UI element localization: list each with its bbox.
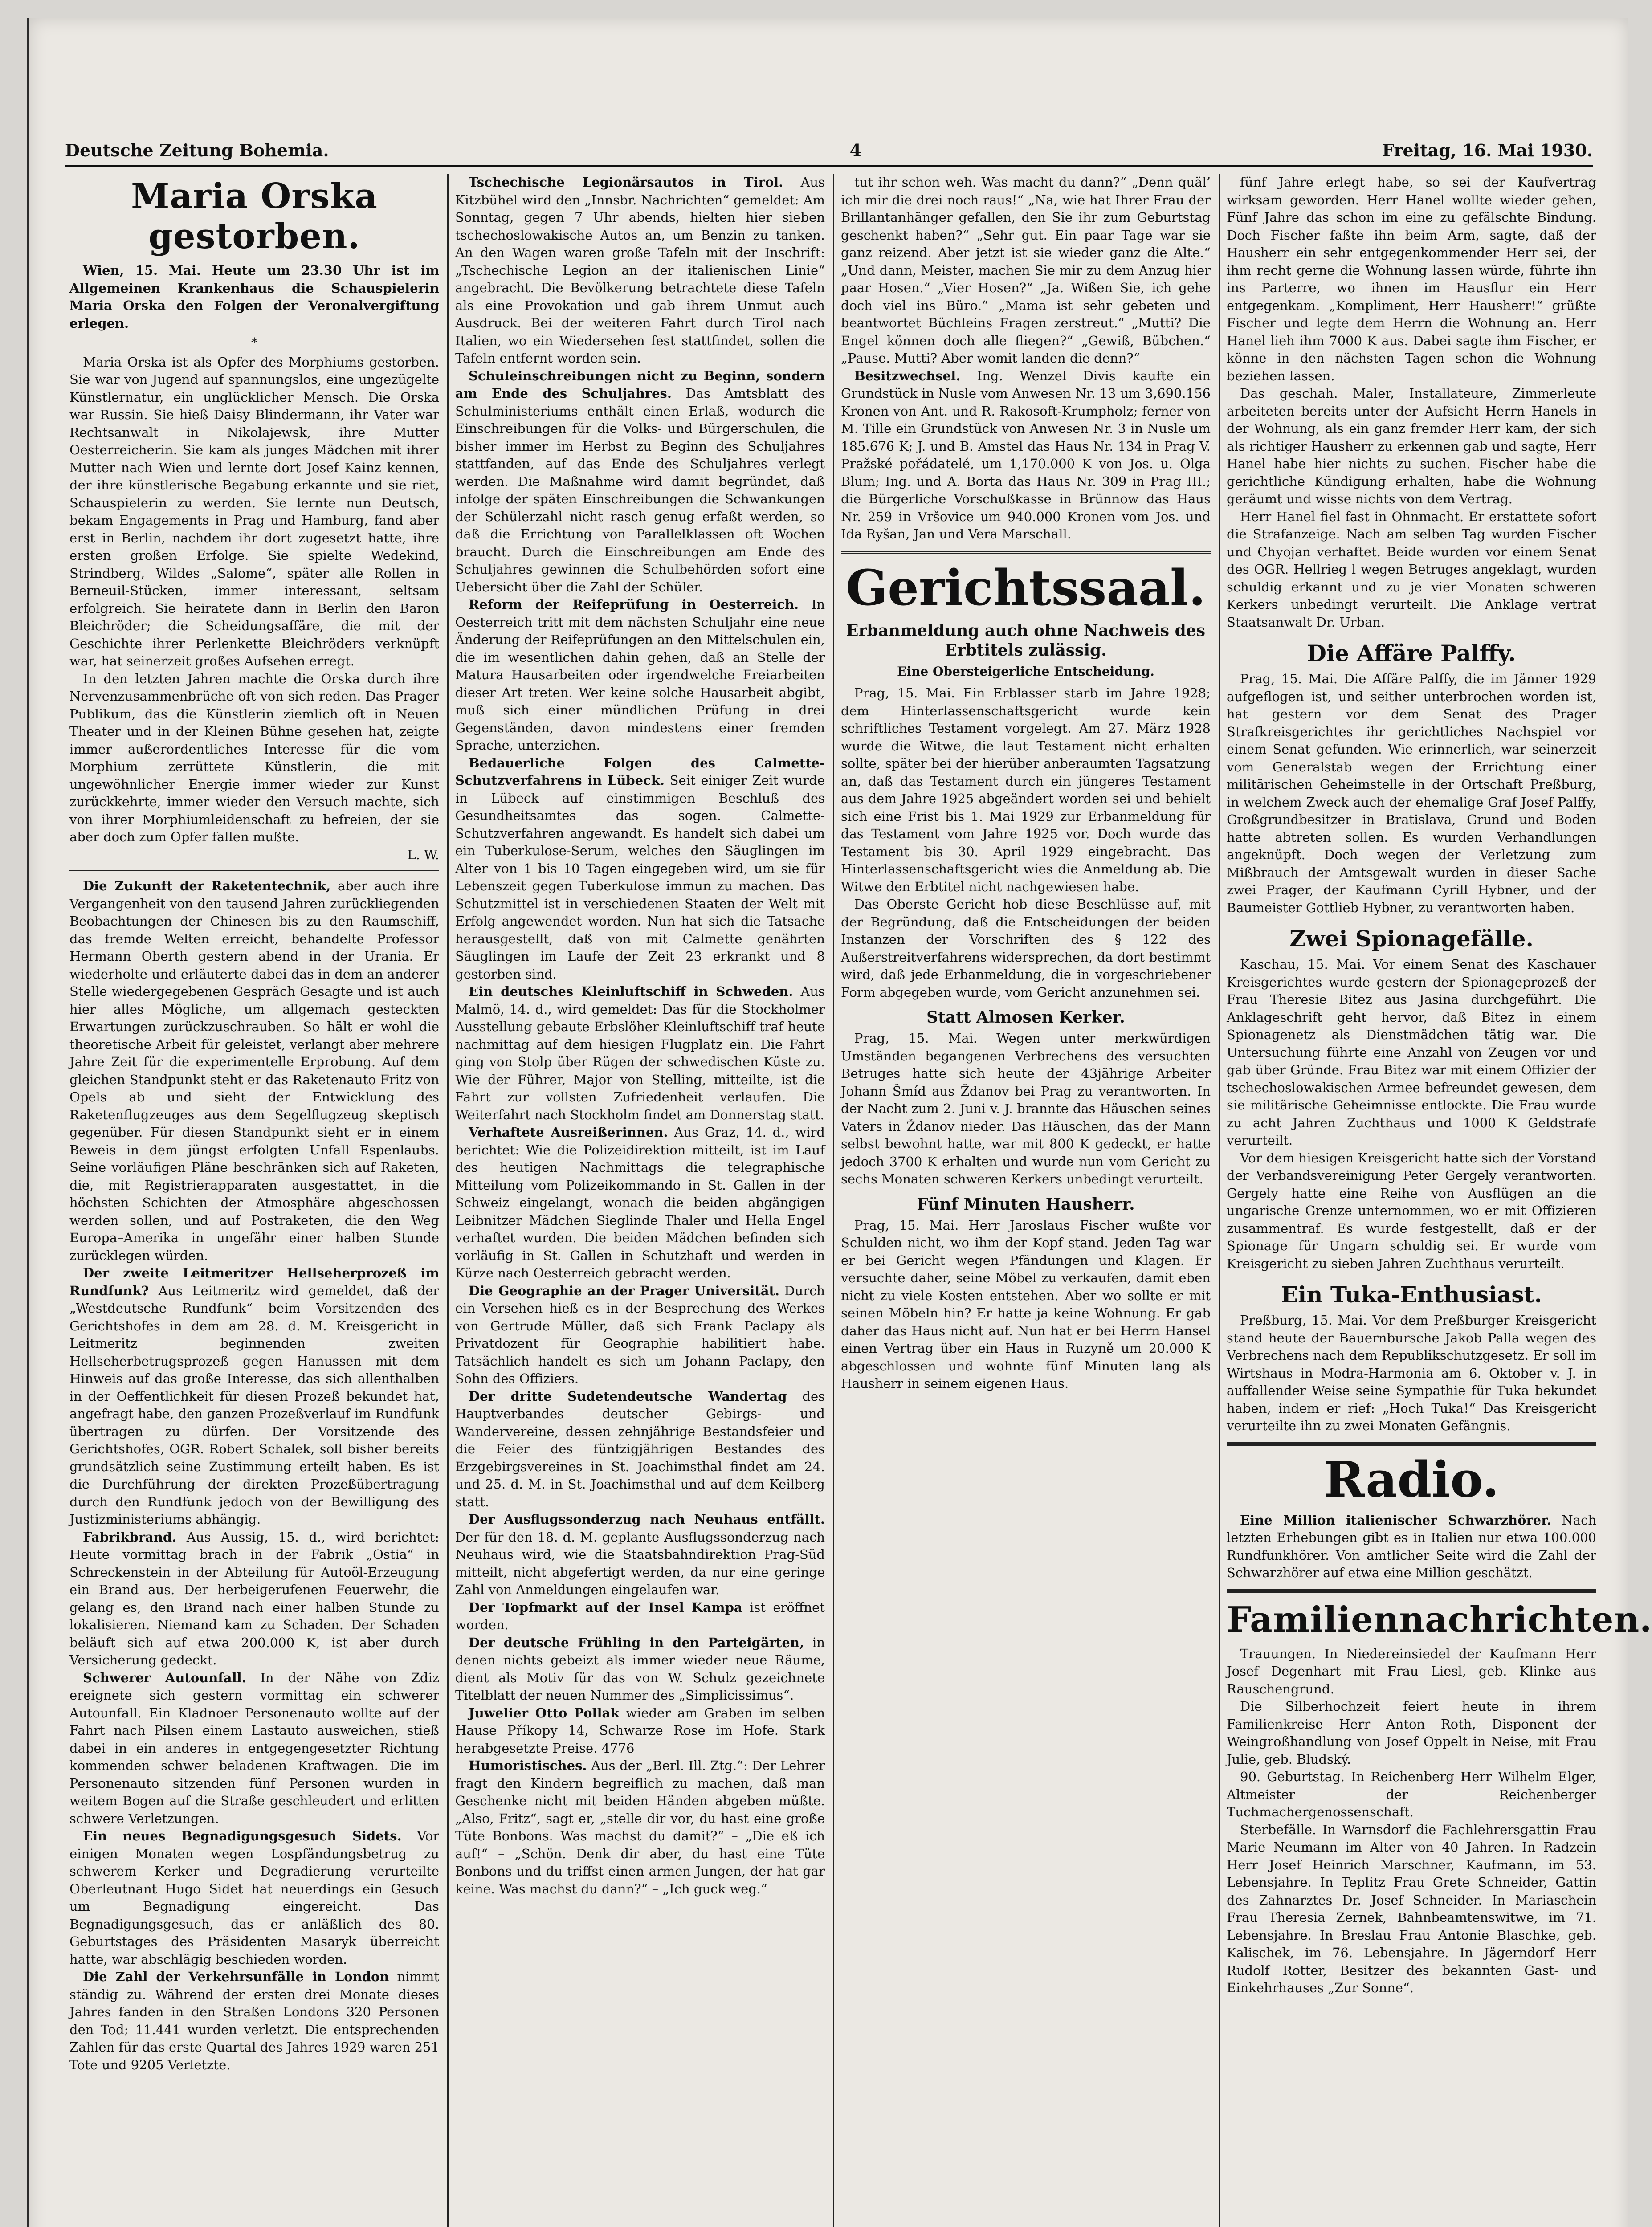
humor-body: Aus der „Berl. Ill. Ztg.“: Der Lehrer fragt den Kindern begreiflich zu machen, daß man Geschenke nicht mit beiden Händen abgeben müßte. „Also, Fritz“, sagt er, „stelle dir vor, du hast eine große Tüte Bonbons. Was machst du damit?“ – „Die eß ich auf!“ – „Schön. Denk dir aber, du hast eine Tüte Bonbons und du triffst einen armen Jungen, der hat gar keine. Was machst du dann?“ – „Ich guck weg.“ bbox=[455, 1758, 825, 1897]
divider-double bbox=[1227, 1589, 1596, 1593]
separator-stars: * bbox=[251, 335, 258, 350]
column-4 bbox=[1227, 174, 1652, 2227]
silberhochzeit: Die Silberhochzeit feiert heute in ihrem Familienkreise Herr Anton Roth, Disponent der Weingroßhandlung von Josef Oppelt in Neise, mit Frau Julie, geb. Bludský. bbox=[1227, 1699, 1596, 1767]
leitmeritz-body: Aus Leitmeritz wird gemeldet, daß der „Westdeutsche Rundfunk“ beim Vorsitzenden des Gerichtshofes in dem am 28. d. M. Kreisgericht in Leitmeritz beginnenden zweiten Hellseherbetrugsprozeß gegen Hanussen mit dem Hinweis auf das große Interesse, das sich allenthalben in der Oeffentlichkeit für diesen Prozeß bekundet hat, angefragt habe, den ganzen Prozeßverlauf im Rundfunk übertragen zu dürfen. Der Vorsitzende des Gerichtshofes, OGR. Robert Schalek, soll bisher bereits grundsätzlich seine Zustimmung erteilt haben. Es ist die Durchführung der direkten Prozeßübertragung durch den Rundfunk jedoch von der Bewilligung des Justizministeriums abhängig. bbox=[69, 1283, 440, 1527]
column-1 bbox=[69, 174, 439, 2227]
divider-double bbox=[841, 551, 1211, 554]
divider-double bbox=[1227, 1442, 1596, 1446]
fabrik-body: Aus Aussig, 15. d., wird berichtet: Heute vormittag brach in der Fabrik „Ostia“ in Schreckenstein in der Abteilung für Autoöl-Erzeugung ein Brand aus. Der herbeigerufenen Feuerwehr, die gelang es, den Brand nach einer halben Stunde zu lokalisieren. Niemand kam zu Schaden. Der Schaden beläuft sich auf etwa 200.000 K, ist aber durch Versicherung gedeckt. bbox=[69, 1529, 440, 1668]
fruehling-title: Der deutsche Frühling in den Parteigärten, bbox=[469, 1635, 804, 1650]
ausreisser-title: Verhaftete Ausreißerinnen. bbox=[469, 1125, 668, 1140]
neuhaus-title: Der Ausflugssonderzug nach Neuhaus entfällt. bbox=[469, 1512, 825, 1527]
topfmarkt-title: Der Topfmarkt auf der Insel Kampa bbox=[469, 1599, 742, 1615]
intro-body2: Das geschah. Maler, Installateure, Zimmerleute arbeiteten bereits unter der Aufsicht Herrn Hanels in der Wohnung, als ein ganz fremder Herr kam, der sich als richtiger Hausherr zu erkennen gab und sagte, Herr Hanel habe hier nichts zu suchen. Fischer habe die gerichtliche Kündigung erhalten, habe die Wohnung geräumt und wisse nichts von dem Vertrag. bbox=[1227, 386, 1596, 506]
kerker-title: Statt Almosen Kerker. bbox=[926, 1008, 1125, 1027]
tuka-body: Preßburg, 15. Mai. Vor dem Preßburger Kreisgericht stand heute der Bauernbursche Jakob Palla wegen des Verbrechens nach dem Republikschutzgesetz. Er soll im Wirtshaus in Modra-Harmonia am 6. Oktober v. J. in auffallender Weise seine Sympathie für Tuka bekundet haben, indem er rief: „Hoch Tuka!“ Das Kreisgericht verurteilte ihn zu zwei Monaten Gefängnis. bbox=[1227, 1313, 1596, 1433]
tirol-body: Aus Kitzbühel wird den „Innsbr. Nachrichten“ gemeldet: Am Sonntag, gegen 7 Uhr abends, hielten hier sieben tschechoslowakische Autos an, um Benzin zu tanken. An den Wagen waren große Tafeln mit der Inschrift: „Tschechische Legion an der italienischen Linie“ angebracht. Die Bevölkerung betrachtete diese Tafeln als eine Provokation und gab ihrem Unmut auch Ausdruck. Bei der weiteren Fahrt durch Tirol nach Italien, wo ein Wiedersehen fest stattfindet, sollen die Tafeln entfernt worden sein. bbox=[455, 175, 825, 366]
intro-body3: Herr Hanel fiel fast in Ohnmacht. Er erstattete sofort die Strafanzeige. Nach am selben Tag wurden Fischer und Chyojan verhaftet. Beide wurden vor einem Senat des OGR. Hellrieg l wegen Betruges angeklagt, wurden schuldig erkannt und zu je vier Monaten schweren Kerkers unbedingt verurteilt. Die Anklage vertrat Staatsanwalt Dr. Urban. bbox=[1227, 509, 1596, 630]
gerichtssaal-heading: Gerichtssaal. bbox=[846, 559, 1206, 616]
pollak-body: wieder am Graben im selben Hause Příkopy 14, Schwarze Rose im Hofe. Stark herabgesetzte Preise. bbox=[455, 1705, 825, 1756]
geburtstag: 90. Geburtstag. In Reichenberg Herr Wilhelm Elger, Altmeister der Reichenberger Tuchmachergenossenschaft. bbox=[1227, 1769, 1596, 1819]
topfmarkt-body: ist eröffnet worden. bbox=[455, 1599, 825, 1632]
tirol-title: Tschechische Legionärsautos in Tirol. bbox=[469, 175, 783, 190]
geographie-title: Die Geographie an der Prager Universität. bbox=[469, 1283, 779, 1298]
fruehling-body: in denen nichts gebeizt als immer wieder neue Räume, dient als Motiv für das von W. Schulz gezeichnete Titelblatt der neuen Nummer des „Simplicissimus“. bbox=[455, 1635, 825, 1703]
schweden-body: Aus Malmö, 14. d., wird gemeldet: Das für die Stockholmer Ausstellung gebaute Erbslöher Kleinluftschiff traf heute nachmittag auf dem hiesigen Flugplatz ein. Die Fahrt ging von Stolp über Rügen der schwedischen Küste zu. Wie der Führer, Major von Stelling, mitteilte, ist die Fahrt zur vollsten Zufriedenheit verlaufen. Die Weiterfahrt nach Stockholm findet am Donnerstag statt. bbox=[455, 984, 825, 1122]
reife-title: Reform der Reifeprüfung in Oesterreich. bbox=[469, 597, 799, 612]
raketen-title: Die Zukunft der Raketentechnik, bbox=[83, 878, 331, 893]
auto-title: Schwerer Autounfall. bbox=[83, 1670, 246, 1685]
humor-title: Humoristisches. bbox=[469, 1758, 587, 1773]
palffy-title: Die Affäre Palffy. bbox=[1307, 640, 1516, 666]
orska-lead: Wien, 15. Mai. Heute um 23.30 Uhr ist im Allgemeinen Krankenhaus die Schauspielerin Maria Orska den Folgen der Veronalvergiftung erlegen. bbox=[69, 263, 439, 331]
besitz-body: Ing. Wenzel Divis kaufte ein Grundstück in Nusle vom Anwesen Nr. 13 um 3,690.156 Kronen von Ant. und R. Rakosoft-Krumpholz; ferner von M. Tille ein Grundstück von Anwesen Nr. 3 in Nusle um 185.676 K; J. und B. Amstel das Haus Nr. 134 in Prag V. Pražské pořádatelé, um 1,170.000 K von Jos. u. Olga Blum; Ing. und A. Borta das Haus Nr. 309 in Prag III.; die Bürgerliche Vorschußkasse in Brünnow das Haus Nr. 259 in Vršovice um 940.000 Kronen vom Jos. und Ida Ryšan, Jan und Vera Marschall. bbox=[841, 368, 1211, 542]
orska-body: Maria Orska ist als Opfer des Morphiums gestorben. Sie war von Jugend auf spannungslos, eine ungezügelte Künstlernatur, ein unglücklicher Mensch. Die Orska war Russin. Sie hieß Daisy Blindermann, ihr Vater war Rechtsanwalt in Nikolajewsk, ihre Mutter Oesterreicherin. Sie kam als junges Mädchen mit ihrer Mutter nach Wien und lernte dort Josef Kainz kennen, der ihre künstlerische Begabung erkannte und sie riet, Schauspielerin zu werden. Sie lernte nun Deutsch, bekam Engagements in Prag und Hamburg, fand aber erst in Berlin, nachdem ihr dort zugesetzt hatte, ihre ersten großen Erfolge. Sie spielte Wedekind, Strindberg, Wildes „Salome“, später alle Rollen in Berneuil-Stücken, immer interessant, seltsam erfolgreich. Sie heiratete dann in Berlin den Baron Bleichröder; die Scheidungsaffäre, die mit der Geschichte ihrer Perlenkette Bleichröders verknüpft war, hat seinerzeit großes Aufsehen erregt. bbox=[69, 354, 439, 669]
schul-body: Das Amtsblatt des Schulministeriums enthält einen Erlaß, wodurch die Einschreibungen für die Volks- und Bürgerschulen, die bisher immer im Herbst zu Beginn des Schuljahres stattfanden, auf das Ende des Schuljahres verlegt werden. Die Maßnahme wird damit begründet, daß infolge der späten Einschreibungen die Schwankungen der Schülerzahl nicht rasch genug erfaßt werden, so daß die Errichtung von Parallelklassen oft Wochen braucht. Durch die Einschreibungen am Ende des Schuljahres gewinnen die Schulbehörden sofort eine Uebersicht über die Zahl der Schüler. bbox=[455, 386, 825, 595]
wandertag-title: Der dritte Sudetendeutsche Wandertag bbox=[469, 1388, 787, 1404]
sterbefaelle: Sterbefälle. In Warnsdorf die Fachlehrersgattin Frau Marie Neumann im Alter von 40 Jahren. In Radzein Herr Josef Heinrich Marschner, Kaufmann, im 53. Lebensjahre. In Teplitz Frau Grete Schneider, Gattin des Zahnarztes Dr. Josef Schneider. In Mariaschein Frau Theresia Zernek, Bahnbeamtenswitwe, im 71. Lebensjahre. In Breslau Frau Antonie Blaschke, geb. Kalischek, im 76. Lebensjahre. In Jägerndorf Herr Rudolf Rotter, Besitzer des bekannten Gast- und Einkehrhauses „Zur Sonne“. bbox=[1227, 1822, 1596, 1995]
divider bbox=[69, 870, 439, 871]
london-title: Die Zahl der Verkehrsunfälle in London bbox=[83, 1969, 389, 1984]
neuhaus-body: Der für den 18. d. M. geplante Ausflugssonderzug nach Neuhaus wird, wie die Staatsbahndirektion Prag-Süd mitteilt, nicht abgefertigt werden, da nur eine geringe Zahl von Anmeldungen eingelaufen war. bbox=[455, 1529, 825, 1597]
palffy-body: Prag, 15. Mai. Die Affäre Palffy, die im Jänner 1929 aufgeflogen ist, und seither unterbrochen worden ist, hat gestern vor dem Senat des Prager Strafkreisgerichtes ihr gerichtliches Nachspiel vor einem Senat gefunden. Wie erinnerlich, war seinerzeit vom Generalstab wegen der Errichtung einer militärischen Geheimstelle in der Ortschaft Preßburg, in welchem Zweck auch der ehemalige Graf Josef Palffy, Großgrundbesitzer in Bratislava, Grund und Boden hatte abtreten sollen. Es wurden Verhandlungen angeknüpft. Doch wegen der Verletzung zum Mißbrauch der Amtsgewalt wurden in dieser Sache zwei Prager, der Kaufmann Cyrill Hybner, und der Baumeister Gottlieb Hybner, zu verantworten haben. bbox=[1227, 671, 1596, 915]
kerker-body: Prag, 15. Mai. Wegen unter merkwürdigen Umständen begangenen Verbrechens des versuchten Betruges hatte sich heute der 43jährige Arbeiter Johann Šmíd aus Ždanov bei Prag zu verantworten. In der Nacht zum 2. Juni v. J. brannte das Häuschen seines Vaters in Ždanov nieder. Das Häuschen, das der Mann selbst bewohnt hatte, war mit 800 K gedeckt, er hatte jedoch 3700 K erhalten und wurde nun vom Gericht zu sechs Monaten schweren Kerkers unbedingt verurteilt. bbox=[841, 1031, 1211, 1187]
raketen-body: aber auch ihre Vergangenheit von den tausend Jahren zurückliegenden Beobachtungen der Chinesen bis zu den Raumschiff, das fremde Welten erreicht, behandelte Professor Hermann Oberth gestern abend in der Urania. Er wiederholte und erläuterte dabei das in dem an anderer Stelle wiedergegebenen Gespräch Gesagte und ist auch hier alles Mögliche, um allgemach gesteckten Erwartungen zurückzuschrauben. So hält er wohl die theoretische Arbeit für geleistet, verlangt aber mehrere Jahre Zeit für die experimentelle Erprobung. Auf dem gleichen Standpunkt steht er das Raketenauto Fritz von Opels ab und sieht der Entwicklung des Raketenflugzeuges aus dem Segelflugzeug skeptisch gegenüber. Für diesen Standpunkt sieht er in einem Beweis in dem jüngst erfolgten Unfall Espenlaubs. Seine vorläufigen Pläne beschränken sich auf Raketen, die, mit Registrierapparaten ausgestattet, in die höchsten Schichten der Atmosphäre abgeschossen werden sollen, und auf Postraketen, die den Weg Europa–Amerika in ungefähr einer halben Stunde zurücklegen würden. bbox=[69, 878, 440, 1263]
begnadigung-title: Ein neues Begnadigungsgesuch Sidets. bbox=[83, 1828, 402, 1844]
radio-subtitle: Eine Million italienischer Schwarzhörer. bbox=[1240, 1512, 1551, 1528]
auto-body: In der Nähe von Zdiz ereignete sich gestern vormittag ein schwerer Autounfall. Ein Kladnoer Personenauto wollte auf der Fahrt nach Pilsen einem Lastauto ausweichen, stieß dabei in ein anderes in entgegengesetzter Richtung kommenden schwer beladenen Kraftwagen. Die im Personenauto sitzenden fünf Personen wurden in weitem Bogen auf die Straße geschleudert und erlitten schwere Verletzungen. bbox=[69, 1670, 440, 1826]
erbe-body: Prag, 15. Mai. Ein Erblasser starb im Jahre 1928; dem Hinterlassenschaftsgericht wurde kein schriftliches Testament vorgelegt. Am 27. März 1928 wurde die Witwe, die laut Testament nicht erhalten sollte, später bei der hierüber anberaumten Tagsatzung an, daß das Testament durch ein jüngeres Testament aus dem Jahre 1925 abgeändert worden sei und behielt sich eine Frist bis 1. Mai 1929 zur Erbanmeldung für das Testament vom Jahre 1925 vor. Doch wurde das Testament bis 30. April 1929 eingebracht. Das Hinterlassenschaftsgericht wies die Anmeldung ab. Die Witwe den Erbtitel nicht nachgewiesen habe. bbox=[841, 685, 1211, 894]
hausherr-body: Prag, 15. Mai. Herr Jaroslaus Fischer wußte vor Schulden nicht, wo ihm der Kopf stand. Jeden Tag war er bei Gericht wegen Pfändungen und Klagen. Er versuchte daher, seine Möbel zu verkaufen, damit eben nicht zu viele Kosten entstehen. Aber wo sollte er mit seinen Möbeln hin? Er hatte ja keine Wohnung. Er gab daher das Haus nicht auf. Nun hat er bei Herrn Hansel einen Vertrag über ein Haus in Ruzyně um 20.000 K abgeschlossen und wohnte fünf Minuten lang als Hausherr in seinem eigenen Haus. bbox=[841, 1217, 1211, 1391]
orska-body2: In den letzten Jahren machte die Orska durch ihre Nervenzusammenbrüche oft von sich reden. Das Prager Publikum, das die Künstlerin ziemlich oft in Neuen Theater und in der Kleinen Bühne gesehen hat, zeigte immer außerordentliches Interesse für die vom Morphium zerrüttete Künstlerin, die mit ungewöhnlicher Energie immer wieder zur Kunst zurückkehrte, immer wieder den Versuch machte, sich von ihrer Morphiumleidenschaft zu befreien, der sie aber doch zum Opfer fallen mußte. bbox=[69, 671, 439, 844]
erbe-subtitle: Eine Obersteigerliche Entscheidung. bbox=[897, 664, 1154, 679]
spionage-title: Zwei Spionagefälle. bbox=[1289, 926, 1534, 952]
orska-signature: L. W. bbox=[407, 847, 439, 862]
newspaper-page bbox=[27, 18, 1652, 2227]
column-3 bbox=[841, 174, 1211, 2227]
columns bbox=[69, 174, 1652, 2227]
schul-title: Schuleinschreibungen nicht zu Beginn, sondern am Ende des Schuljahres. bbox=[455, 368, 825, 401]
spionage-body2: Vor dem hiesigen Kreisgericht hatte sich der Vorstand der Verbandsvereinigung Peter Gergely verantworten. Gergely hatte eine Reihe von Ausflügen an die ungarische Grenze unternommen, wo er mit Offizieren zusammentraf. Es wurde festgestellt, daß er der Spionage für Ungarn schuldig sei. Er wurde vom Kreisgericht zu sieben Jahren Zuchthaus verurteilt. bbox=[1227, 1150, 1596, 1271]
pollak-title: Juwelier Otto Pollak bbox=[469, 1705, 620, 1721]
wandertag-body: des Hauptverbandes deutscher Gebirgs- und Wandervereine, dessen zehnjährige Bestandsfeier und die Feier des fünfzigjährigen Bestandes des Erzgebirgsvereines in St. Joachimsthal findet am 24. und 25. d. M. in St. Joachimsthal und auf dem Keilberg statt. bbox=[455, 1388, 825, 1509]
familien-heading: Familiennachrichten. bbox=[1227, 1599, 1652, 1640]
spionage-body: Kaschau, 15. Mai. Vor einem Senat des Kaschauer Kreisgerichtes wurde gestern der Spionageprozeß der Frau Theresie Bitez aus Jasina durchgeführt. Die Anklageschrift geht hervor, daß Bitez in einem Spionagenetz als Dienstmädchen tätig war. Die Untersuchung führte eine Anzahl von Zeugen vor und gab über Gründe. Frau Bitez war mit einem Offizier der tschechoslowakischen Armee befreundet gewesen, dem sie militärische Geheimnisse entlockte. Die Frau wurde zu acht Jahren Zuchthaus und 1000 K Geldstrafe verurteilt. bbox=[1227, 957, 1596, 1148]
intro-body: fünf Jahre erlegt habe, so sei der Kaufvertrag wirksam geworden. Herr Hanel wollte wieder gehen, Fünf Jahre das schon im eine zu gefälschte Bindung. Doch Fischer faßte ihn beim Arm, sagte, daß der Hausherr ein sehr entgegenkommender Herr sei, der ihm recht gerne die Wohnung lassen würde, führte ihn ins Parterre, wo ihnen im Hausflur ein Herr entgegenkam. „Kompliment, Herr Hausherr!“ grüßte Fischer und legte dem Herrn die Wohnung an. Herr Hanel lieh ihm 7000 K aus. Dabei sagte ihm Fischer, er könne in den nächsten Tagen schon die Wohnung beziehen lassen. bbox=[1227, 175, 1596, 383]
hausherr-title: Fünf Minuten Hausherr. bbox=[917, 1195, 1135, 1214]
begnadigung-body: Vor einigen Monaten wegen Lospfändungsbetrug zu schwerem Kerker und Degradierung verurteilte Oberleutnant Hugo Sidet hat neuerdings ein Gesuch um Begnadigung eingereicht. Das Begnadigungsgesuch, das er anläßlich des 80. Geburtstages des Präsidenten Masaryk überreicht hatte, war abschlägig beschieden worden. bbox=[69, 1828, 439, 1967]
dialog-body: tut ihr schon weh. Was macht du dann?“ „Denn quäl’ ich mir die drei noch raus!“ „Na, wie hat Ihrer Frau der Brillantanhänger gefallen, den Sie ihr zum Geburtstag geschenkt haben?“ „Sehr gut. Ein paar Tage war sie ganz reizend. Aber jetzt ist sie wieder ganz die Alte.“ „Und dann, Meister, machen Sie mir zu dem Anzug hier paar Hosen.“ „Vier Hosen?“ „Ja. Wißen Sie, ich gehe doch viel ins Büro.“ „Mama ist sehr gebeten und beantwortet Büchleins Fragen zerstreut.“ „Mutti? Die Engel können doch alle fliegen?“ „Gewiß, Bübchen.“ „Pause. Mutti? Aber womit landen die denn?“ bbox=[841, 175, 1211, 366]
issue-date: Freitag, 16. Mai 1930. bbox=[1382, 140, 1593, 160]
calmette-body: Seit einiger Zeit wurde in Lübeck auf einstimmigen Beschluß des Gesundheitsamtes das sogen. Calmette-Schutzverfahren angewandt. Es handelt sich dabei um ein Tuberkulose-Serum, welches den Säuglingen im Alter von 1 bis 10 Tagen eingegeben wird, um sie für Lebenszeit gegen Tuberkulose immun zu machen. Das Schutzmittel ist in verschiedenen Staaten der Welt mit Erfolg angewendet worden. Nun hat sich die Tatsache herausgestellt, daß von mit Calmette genährten Säuglingen im Laufe der Zeit 23 erkrankt und 8 gestorben sind. bbox=[455, 773, 825, 982]
page-number: 4 bbox=[849, 140, 862, 160]
radio-body: Nach letzten Erhebungen gibt es in Italien nur etwa 100.000 Rundfunkhörer. Von amtlicher Seite wird die Zahl der Schwarzhörer auf etwa eine Million geschätzt. bbox=[1227, 1512, 1596, 1580]
headline-orska: Maria Orska gestorben. bbox=[131, 176, 378, 257]
ausreisser-body: Aus Graz, 14. d., wird berichtet: Wie die Polizeidirektion mitteilt, ist im Lauf des heutigen Nachmittags die telegraphische Mitteilung vom Polizeikommando in St. Gallen in der Schweiz eingelangt, wonach die beiden abgängigen Leibnitzer Mädchen Sieglinde Thaler und Hella Engel verhaftet wurden. Die beiden Mädchen befinden sich vorläufig in St. Gallen in Schutzhaft und werden in Kürze nach Oesterreich gebracht werden. bbox=[455, 1125, 825, 1281]
trauung: Trauungen. In Niedereinsiedel der Kaufmann Herr Josef Degenhart mit Frau Liesl, geb. Klinke aus Rauschengrund. bbox=[1227, 1646, 1596, 1697]
header-rule bbox=[65, 165, 1593, 167]
calmette-title: Bedauerliche Folgen des Calmette-Schutzverfahrens in Lübeck. bbox=[455, 755, 825, 788]
radio-heading: Radio. bbox=[1324, 1450, 1499, 1508]
column-2 bbox=[455, 174, 825, 2227]
erbe-title: Erbanmeldung auch ohne Nachweis des Erbtitels zulässig. bbox=[846, 621, 1205, 660]
reife-body: In Oesterreich tritt mit dem nächsten Schuljahr eine neue Änderung der Reifeprüfungen an den Mittelschulen ein, die im wesentlichen dahin gehen, daß an Stelle der Matura Hausarbeiten oder irgendwelche Freiarbeiten dieser Art treten. Wer keine solche Hausarbeit abgibt, muß sich einer mündlichen Prüfung in drei Gegenständen, davon mindestens einer fremden Sprache, unterziehen. bbox=[455, 597, 825, 753]
paper-name: Deutsche Zeitung Bohemia. bbox=[65, 140, 329, 160]
pollak-code: 4776 bbox=[601, 1740, 635, 1756]
leitmeritz-title: Der zweite Leitmeritzer Hellseherprozeß im Rundfunk? bbox=[69, 1265, 439, 1298]
column-rule-2 bbox=[833, 174, 834, 2227]
london-body: nimmt ständig zu. Während der ersten drei Monate dieses Jahres fanden in den Straßen Londons 320 Personen den Tod; 11.441 wurden verletzt. Die entsprechenden Zahlen für das erste Quartal des Jahres 1929 waren 251 Tote und 9205 Verletzte. bbox=[69, 1969, 439, 2072]
tuka-title: Ein Tuka-Enthusiast. bbox=[1281, 1281, 1542, 1308]
fabrik-title: Fabrikbrand. bbox=[83, 1529, 177, 1545]
page-header bbox=[65, 134, 1593, 160]
besitz-title: Besitzwechsel. bbox=[854, 368, 961, 383]
geographie-body: Durch ein Versehen hieß es in der Besprechung des Werkes von Gertrude Müller, daß sich Frank Paclapy als Privatdozent für Geographie habilitiert habe. Tatsächlich handelt es sich um Johann Paclapy, den Sohn des Offiziers. bbox=[455, 1283, 825, 1386]
column-rule-1 bbox=[447, 174, 449, 2227]
erbe-body2: Das Oberste Gericht hob diese Beschlüsse auf, mit der Begründung, daß die Entscheidungen der beiden Instanzen der Vorschriften des § 122 des Außerstreitverfahrens widersprechen, da dort bestimmt wird, daß jede Erbanmeldung, die in vorgeschriebener Form abgegeben wurde, vom Gericht anzunehmen sei. bbox=[841, 897, 1211, 1000]
schweden-title: Ein deutsches Kleinluftschiff in Schweden. bbox=[469, 984, 793, 999]
column-rule-3 bbox=[1219, 174, 1220, 2227]
